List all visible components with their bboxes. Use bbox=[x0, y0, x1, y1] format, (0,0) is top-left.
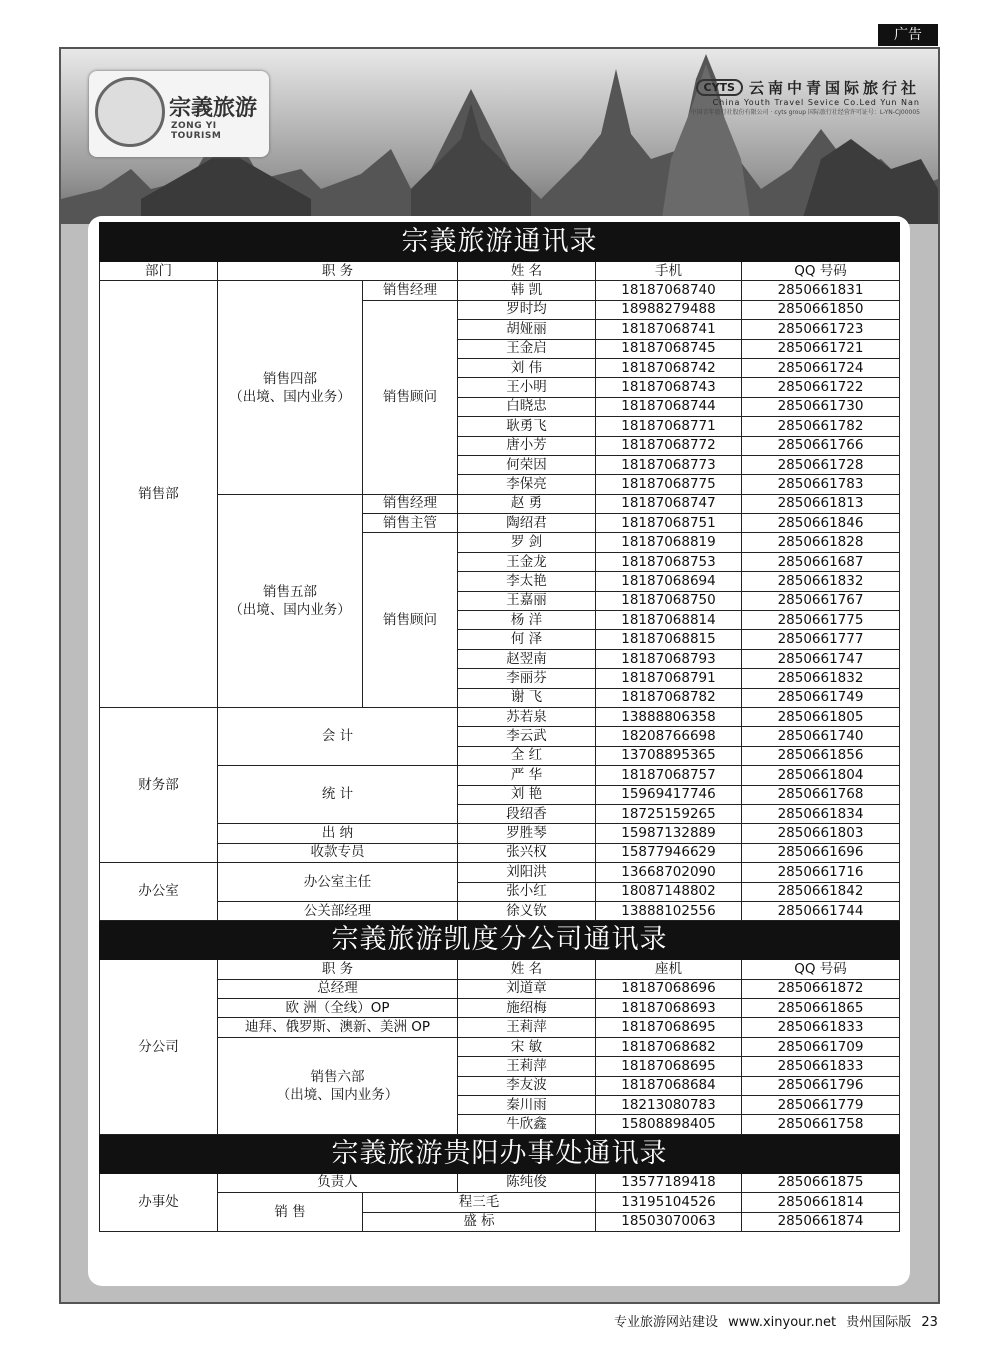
phone-number: 18187068782 bbox=[596, 688, 742, 707]
person-name: 刘 艳 bbox=[458, 785, 596, 804]
qq-number: 2850661875 bbox=[742, 1173, 900, 1192]
person-name: 王莉萍 bbox=[458, 1057, 596, 1076]
person-name: 张小红 bbox=[458, 882, 596, 901]
unit-sales4 bbox=[218, 281, 363, 494]
directory-table bbox=[99, 222, 900, 1232]
person-name: 李太艳 bbox=[458, 572, 596, 591]
person-name: 何荣因 bbox=[458, 455, 596, 474]
footer-url[interactable]: www.xinyour.net bbox=[728, 1315, 837, 1330]
page-footer bbox=[608, 1311, 938, 1330]
phone-number: 18187068775 bbox=[596, 475, 742, 494]
qq-number: 2850661828 bbox=[742, 533, 900, 552]
phone-number: 18187068745 bbox=[596, 339, 742, 358]
section-title: 宗義旅游通讯录 bbox=[100, 223, 900, 262]
phone-number: 15987132889 bbox=[596, 824, 742, 843]
phone-number: 18187068740 bbox=[596, 281, 742, 300]
role-accountant: 会 计 bbox=[218, 707, 458, 765]
header-qq: QQ 号码 bbox=[742, 262, 900, 281]
person-name: 罗 剑 bbox=[458, 533, 596, 552]
role-sales: 销 售 bbox=[218, 1193, 363, 1232]
phone-number: 18187068747 bbox=[596, 494, 742, 513]
person-name: 白晓忠 bbox=[458, 397, 596, 416]
ad-label: 广告 bbox=[878, 24, 938, 46]
role-statistics: 统 计 bbox=[218, 766, 458, 824]
qq-number: 2850661777 bbox=[742, 630, 900, 649]
dept-finance: 财务部 bbox=[100, 707, 218, 862]
cyts-mark: CYTS bbox=[696, 79, 743, 96]
phone-number: 13888806358 bbox=[596, 707, 742, 726]
table-row bbox=[100, 1018, 900, 1037]
person-name: 陶绍君 bbox=[458, 514, 596, 533]
person-name: 谢 飞 bbox=[458, 688, 596, 707]
qq-number: 2850661766 bbox=[742, 436, 900, 455]
qq-number: 2850661782 bbox=[742, 417, 900, 436]
role-cashier: 出 纳 bbox=[218, 824, 458, 843]
role-collector: 收款专员 bbox=[218, 843, 458, 862]
table-row bbox=[100, 824, 900, 843]
phone-number: 15969417746 bbox=[596, 785, 742, 804]
qq-number: 2850661832 bbox=[742, 572, 900, 591]
title-row bbox=[100, 223, 900, 262]
person-name: 李云武 bbox=[458, 727, 596, 746]
person-name: 唐小芳 bbox=[458, 436, 596, 455]
table-row bbox=[100, 494, 900, 513]
person-name: 李友波 bbox=[458, 1076, 596, 1095]
unit-subtitle: （出境、国内业务） bbox=[229, 601, 351, 618]
logo-cn: 宗義旅游 bbox=[169, 96, 258, 121]
table-row bbox=[100, 1037, 900, 1056]
header-landline: 座机 bbox=[596, 960, 742, 979]
phone-number: 15808898405 bbox=[596, 1115, 742, 1134]
phone-number: 13195104526 bbox=[596, 1193, 742, 1212]
dept-office-guiyang: 办事处 bbox=[100, 1173, 218, 1231]
person-name: 宋 敏 bbox=[458, 1037, 596, 1056]
phone-number: 18187068695 bbox=[596, 1057, 742, 1076]
phone-number: 13668702090 bbox=[596, 863, 742, 882]
person-name: 全 红 bbox=[458, 746, 596, 765]
phone-number: 18988279488 bbox=[596, 300, 742, 319]
qq-number: 2850661832 bbox=[742, 669, 900, 688]
table-row bbox=[100, 1193, 900, 1212]
qq-number: 2850661728 bbox=[742, 455, 900, 474]
table-row bbox=[100, 281, 900, 300]
phone-number: 18187068750 bbox=[596, 591, 742, 610]
title-row bbox=[100, 1134, 900, 1173]
person-name: 王嘉丽 bbox=[458, 591, 596, 610]
qq-number: 2850661767 bbox=[742, 591, 900, 610]
cyts-logo bbox=[691, 77, 920, 116]
phone-number: 18187068753 bbox=[596, 552, 742, 571]
qq-number: 2850661744 bbox=[742, 901, 900, 920]
phone-number: 18087148802 bbox=[596, 882, 742, 901]
phone-number: 18187068791 bbox=[596, 669, 742, 688]
person-name: 王金龙 bbox=[458, 552, 596, 571]
header-role: 职 务 bbox=[218, 960, 458, 979]
person-name: 耿勇飞 bbox=[458, 417, 596, 436]
role-dubai-op: 迪拜、俄罗斯、澳新、美洲 OP bbox=[218, 1018, 458, 1037]
logo-en: ZONG YI TOURISM bbox=[171, 121, 222, 141]
footer-edition: 贵州国际版 bbox=[846, 1315, 912, 1330]
qq-number: 2850661724 bbox=[742, 358, 900, 377]
qq-number: 2850661768 bbox=[742, 785, 900, 804]
qq-number: 2850661814 bbox=[742, 1193, 900, 1212]
title-row bbox=[100, 921, 900, 960]
role-gm: 总经理 bbox=[218, 979, 458, 998]
banner bbox=[61, 49, 938, 224]
person-name: 张兴权 bbox=[458, 843, 596, 862]
qq-number: 2850661846 bbox=[742, 514, 900, 533]
unit-subtitle: （出境、国内业务） bbox=[229, 388, 351, 405]
zongyi-logo bbox=[89, 71, 269, 157]
unit-subtitle: （出境、国内业务） bbox=[276, 1086, 399, 1103]
person-name: 王莉萍 bbox=[458, 1018, 596, 1037]
table-row bbox=[100, 707, 900, 726]
qq-number: 2850661730 bbox=[742, 397, 900, 416]
phone-number: 18187068772 bbox=[596, 436, 742, 455]
footer-text: 专业旅游网站建设 bbox=[614, 1315, 719, 1330]
qq-number: 2850661758 bbox=[742, 1115, 900, 1134]
phone-number: 15877946629 bbox=[596, 843, 742, 862]
header-role: 职 务 bbox=[218, 262, 458, 281]
qq-number: 2850661833 bbox=[742, 1018, 900, 1037]
role-head: 负责人 bbox=[218, 1173, 458, 1192]
table-row bbox=[100, 766, 900, 785]
cyts-name-en: China Youth Travel Sevice Co.Led Yun Nan bbox=[712, 98, 920, 107]
qq-number: 2850661850 bbox=[742, 300, 900, 319]
person-name: 李保亮 bbox=[458, 475, 596, 494]
person-name: 李丽芬 bbox=[458, 669, 596, 688]
person-name: 王小明 bbox=[458, 378, 596, 397]
person-name: 杨 洋 bbox=[458, 611, 596, 630]
qq-number: 2850661716 bbox=[742, 863, 900, 882]
role-pr-manager: 公关部经理 bbox=[218, 901, 458, 920]
qq-number: 2850661796 bbox=[742, 1076, 900, 1095]
table-row bbox=[100, 843, 900, 862]
phone-number: 18187068819 bbox=[596, 533, 742, 552]
person-name: 刘 伟 bbox=[458, 358, 596, 377]
qq-number: 2850661872 bbox=[742, 979, 900, 998]
cyts-license: 中国青年旅行社股份有限公司 · cyts group 国际旅行社经营许可证号：L-YN-CJ00005 bbox=[690, 109, 920, 116]
unit-sales6 bbox=[218, 1037, 458, 1134]
role-consultant: 销售顾问 bbox=[363, 300, 458, 494]
phone-number: 13577189418 bbox=[596, 1173, 742, 1192]
qq-number: 2850661723 bbox=[742, 320, 900, 339]
phone-number: 18187068771 bbox=[596, 417, 742, 436]
qq-number: 2850661813 bbox=[742, 494, 900, 513]
qq-number: 2850661709 bbox=[742, 1037, 900, 1056]
dept-sales: 销售部 bbox=[100, 281, 218, 708]
qq-number: 2850661831 bbox=[742, 281, 900, 300]
phone-number: 18187068694 bbox=[596, 572, 742, 591]
qq-number: 2850661775 bbox=[742, 611, 900, 630]
phone-number: 18187068743 bbox=[596, 378, 742, 397]
role-europe-op: 欧 洲（全线）OP bbox=[218, 999, 458, 1018]
phone-number: 18187068773 bbox=[596, 455, 742, 474]
role-manager: 销售经理 bbox=[363, 494, 458, 513]
phone-number: 18187068793 bbox=[596, 649, 742, 668]
header-name: 姓 名 bbox=[458, 262, 596, 281]
phone-number: 18187068682 bbox=[596, 1037, 742, 1056]
table-row bbox=[100, 979, 900, 998]
person-name: 严 华 bbox=[458, 766, 596, 785]
table-row bbox=[100, 901, 900, 920]
qq-number: 2850661856 bbox=[742, 746, 900, 765]
table-row bbox=[100, 863, 900, 882]
qq-number: 2850661874 bbox=[742, 1212, 900, 1231]
phone-number: 18187068695 bbox=[596, 1018, 742, 1037]
person-name: 罗胜琴 bbox=[458, 824, 596, 843]
qq-number: 2850661842 bbox=[742, 882, 900, 901]
header-qq: QQ 号码 bbox=[742, 960, 900, 979]
phone-number: 18187068693 bbox=[596, 999, 742, 1018]
cyts-name-cn: 云南中青国际旅行社 bbox=[748, 79, 920, 97]
qq-number: 2850661722 bbox=[742, 378, 900, 397]
qq-number: 2850661749 bbox=[742, 688, 900, 707]
person-name: 施绍梅 bbox=[458, 999, 596, 1018]
role-consultant: 销售顾问 bbox=[363, 533, 458, 708]
qq-number: 2850661834 bbox=[742, 804, 900, 823]
qq-number: 2850661747 bbox=[742, 649, 900, 668]
section-title: 宗義旅游凯度分公司通讯录 bbox=[100, 921, 900, 960]
header-row bbox=[100, 262, 900, 281]
header-name: 姓 名 bbox=[458, 960, 596, 979]
qq-number: 2850661865 bbox=[742, 999, 900, 1018]
role-director: 办公室主任 bbox=[218, 863, 458, 902]
phone-number: 18187068815 bbox=[596, 630, 742, 649]
phone-number: 18187068684 bbox=[596, 1076, 742, 1095]
person-name: 王金启 bbox=[458, 339, 596, 358]
phone-number: 18187068751 bbox=[596, 514, 742, 533]
person-name: 盛 标 bbox=[363, 1212, 596, 1231]
person-name: 刘阳洪 bbox=[458, 863, 596, 882]
person-name: 秦川雨 bbox=[458, 1096, 596, 1115]
qq-number: 2850661803 bbox=[742, 824, 900, 843]
section-title: 宗義旅游贵阳办事处通讯录 bbox=[100, 1134, 900, 1173]
phone-number: 18208766698 bbox=[596, 727, 742, 746]
header-row bbox=[100, 960, 900, 979]
qq-number: 2850661687 bbox=[742, 552, 900, 571]
person-name: 赵 勇 bbox=[458, 494, 596, 513]
qq-number: 2850661833 bbox=[742, 1057, 900, 1076]
person-name: 牛欣鑫 bbox=[458, 1115, 596, 1134]
qq-number: 2850661805 bbox=[742, 707, 900, 726]
phone-number: 13708895365 bbox=[596, 746, 742, 765]
person-name: 程三毛 bbox=[363, 1193, 596, 1212]
phone-number: 18187068744 bbox=[596, 397, 742, 416]
person-name: 陈纯俊 bbox=[458, 1173, 596, 1192]
person-name: 何 泽 bbox=[458, 630, 596, 649]
person-name: 徐义钦 bbox=[458, 901, 596, 920]
qq-number: 2850661721 bbox=[742, 339, 900, 358]
phone-number: 18503070063 bbox=[596, 1212, 742, 1231]
dept-branch: 分公司 bbox=[100, 960, 218, 1135]
unit-name: 销售四部 bbox=[263, 370, 317, 387]
table-row bbox=[100, 1173, 900, 1192]
person-name: 罗时均 bbox=[458, 300, 596, 319]
phone-number: 18187068814 bbox=[596, 611, 742, 630]
page-number: 23 bbox=[921, 1315, 938, 1330]
phone-number: 18187068742 bbox=[596, 358, 742, 377]
dept-office: 办公室 bbox=[100, 863, 218, 921]
unit-sales5 bbox=[218, 494, 363, 707]
phone-number: 13888102556 bbox=[596, 901, 742, 920]
person-name: 刘道章 bbox=[458, 979, 596, 998]
phone-number: 18187068741 bbox=[596, 320, 742, 339]
page-frame bbox=[59, 47, 940, 1304]
role-manager: 销售经理 bbox=[363, 281, 458, 300]
person-name: 段绍香 bbox=[458, 804, 596, 823]
role-supervisor: 销售主管 bbox=[363, 514, 458, 533]
qq-number: 2850661740 bbox=[742, 727, 900, 746]
person-name: 苏若泉 bbox=[458, 707, 596, 726]
unit-name: 销售六部 bbox=[310, 1068, 365, 1085]
phone-number: 18213080783 bbox=[596, 1096, 742, 1115]
phone-number: 18725159265 bbox=[596, 804, 742, 823]
qq-number: 2850661779 bbox=[742, 1096, 900, 1115]
qq-number: 2850661804 bbox=[742, 766, 900, 785]
unit-name: 销售五部 bbox=[263, 583, 317, 600]
header-dept: 部门 bbox=[100, 262, 218, 281]
person-name: 胡娅丽 bbox=[458, 320, 596, 339]
phone-number: 18187068696 bbox=[596, 979, 742, 998]
qq-number: 2850661783 bbox=[742, 475, 900, 494]
phone-number: 18187068757 bbox=[596, 766, 742, 785]
qq-number: 2850661696 bbox=[742, 843, 900, 862]
table-row bbox=[100, 999, 900, 1018]
footprint-logo-icon bbox=[95, 77, 165, 147]
directory-panel bbox=[88, 216, 910, 1286]
person-name: 韩 凯 bbox=[458, 281, 596, 300]
header-mobile: 手机 bbox=[596, 262, 742, 281]
person-name: 赵翌南 bbox=[458, 649, 596, 668]
